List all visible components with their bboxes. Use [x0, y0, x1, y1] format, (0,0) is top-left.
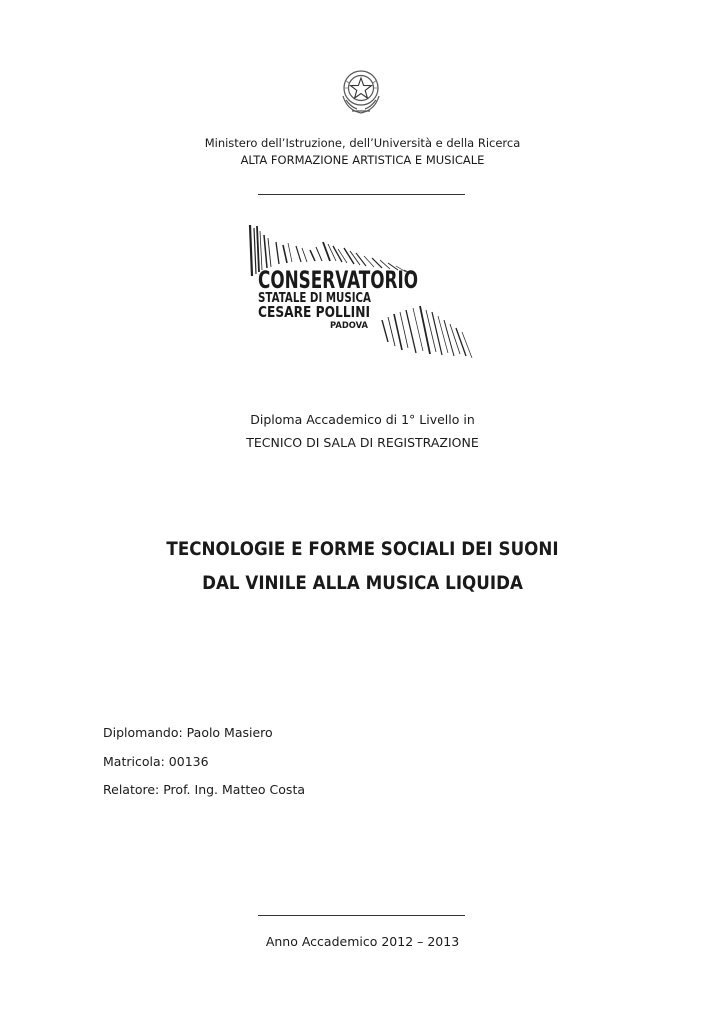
logo-line-1: CONSERVATORIO: [258, 266, 418, 294]
ministry-header: [0, 135, 725, 169]
conservatory-logo: [246, 220, 478, 360]
relatore-line: Relatore: Prof. Ing. Matteo Costa: [103, 782, 306, 797]
ministry-line: Ministero dell’Istruzione, dell’Università e della Ricerca: [204, 136, 521, 150]
logo-line-4: PADOVA: [330, 321, 369, 331]
course-line: TECNICO DI SALA DI REGISTRAZIONE: [246, 435, 479, 450]
thesis-title-line-2: DAL VINILE ALLA MUSICA LIQUIDA: [202, 572, 523, 594]
academic-year: Anno Accademico 2012 – 2013: [265, 934, 460, 949]
student-info: [103, 719, 305, 805]
top-divider: [258, 194, 465, 195]
thesis-title-line-1: TECNOLOGIE E FORME SOCIALI DEI SUONI: [166, 538, 559, 560]
diploma-info: [0, 408, 725, 454]
thesis-title: [44, 532, 682, 600]
diplomando-line: Diplomando: Paolo Masiero: [103, 725, 273, 740]
logo-line-2: STATALE DI MUSICA: [258, 291, 371, 306]
logo-line-3: CESARE POLLINI: [258, 303, 370, 321]
diploma-line: Diploma Accademico di 1° Livello in: [250, 412, 475, 427]
bottom-divider: [258, 915, 465, 916]
afam-line: ALTA FORMAZIONE ARTISTICA E MUSICALE: [240, 153, 485, 167]
italian-republic-emblem-icon: [337, 66, 385, 118]
matricola-line: Matricola: 00136: [103, 753, 209, 769]
